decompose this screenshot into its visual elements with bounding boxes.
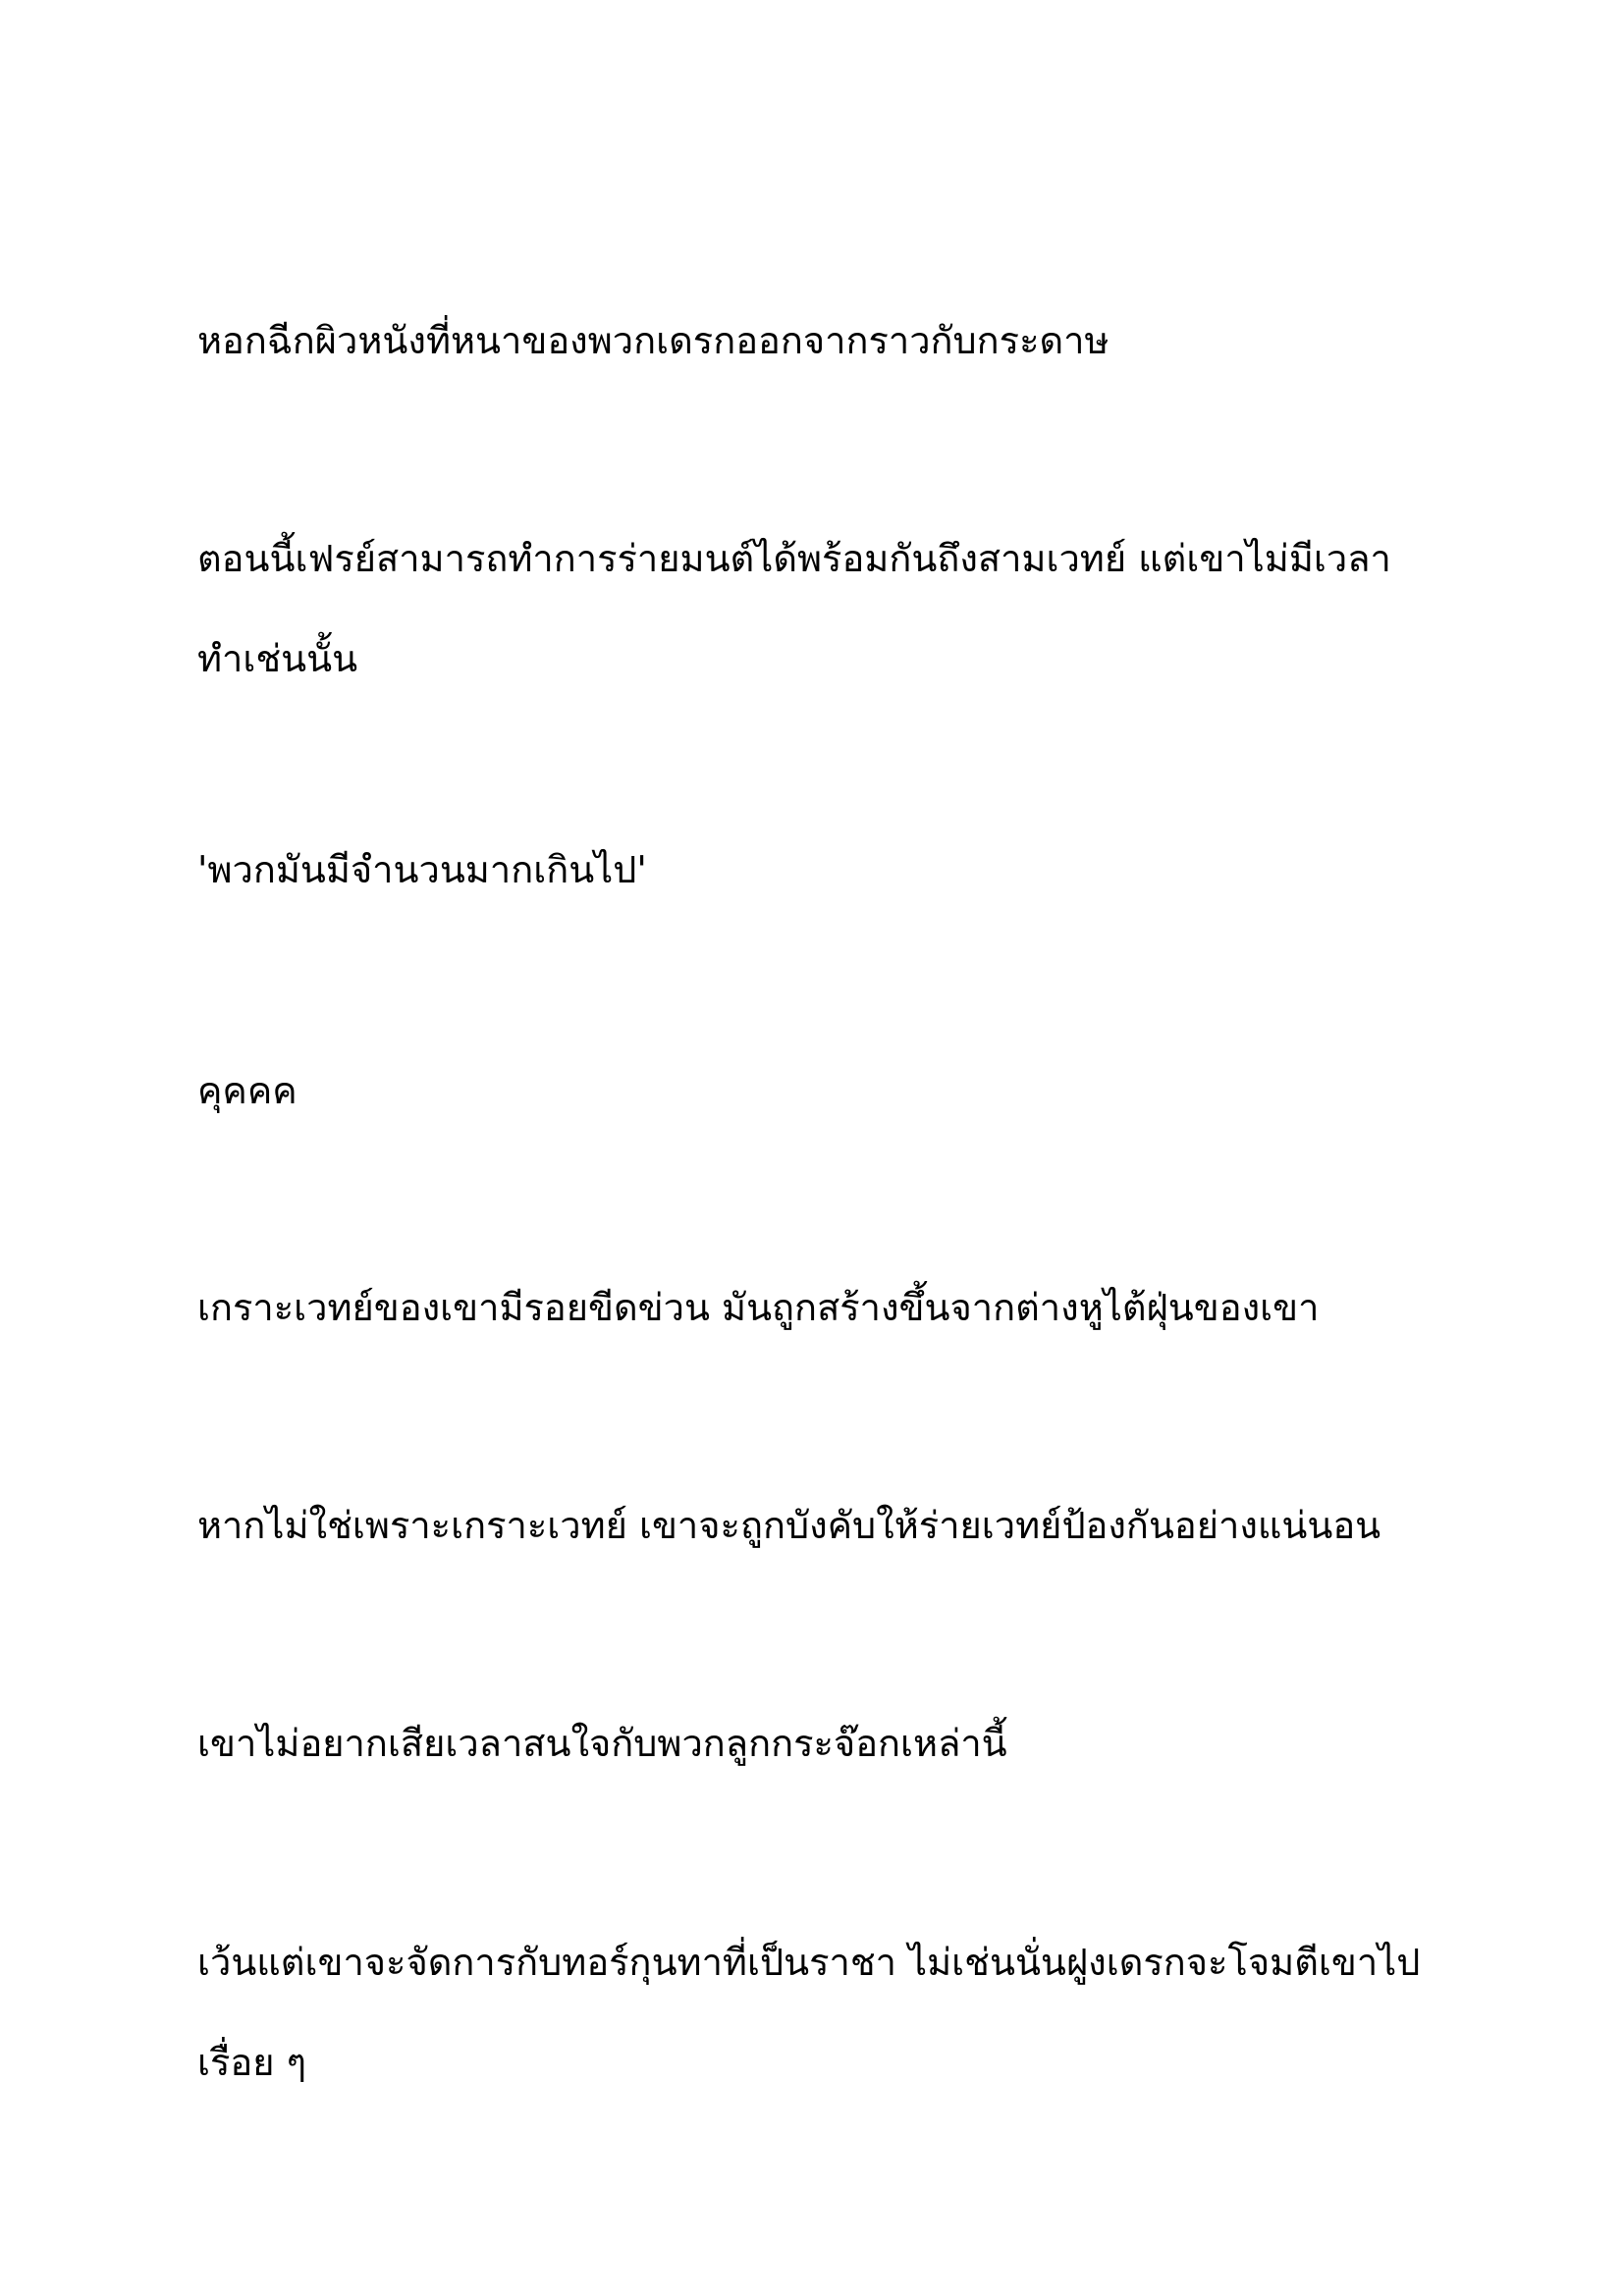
paragraph: ตอนนี้เฟรย์สามารถทำการร่ายมนต์ได้พร้อมกันถึงสามเวทย์ แต่เขาไม่มีเวลาทำเช่นนั้น xyxy=(197,537,1391,680)
paragraph: หอกฉีกผิวหนังที่หนาของพวกเดรกออกจากราวกับกระดาษ xyxy=(197,319,1110,362)
paragraph: คุคคค xyxy=(197,1069,298,1112)
paragraph: หากไม่ใช่เพราะเกราะเวทย์ เขาจะถูกบังคับให้ร่ายเวทย์ป้องกันอย่างแน่นอน xyxy=(197,1504,1381,1547)
paragraph: 'พวกมันมีจำนวนมากเกินไป' xyxy=(197,848,647,891)
paragraph: เว้นแต่เขาจะจัดการกับทอร์กุนทาที่เป็นราชา ไม่เช่นนั่นฝูงเดรกจะโจมตีเขาไปเรื่อย ๆ xyxy=(197,1941,1421,2084)
paragraph: เขาไม่อยากเสียเวลาสนใจกับพวกลูกกระจ๊อกเหล่านี้ xyxy=(197,1722,1007,1765)
paragraph: เกราะเวทย์ของเขามีรอยขีดข่วน มันถูกสร้างขึ้นจากต่างหูไต้ฝุ่นของเขา xyxy=(197,1286,1320,1329)
